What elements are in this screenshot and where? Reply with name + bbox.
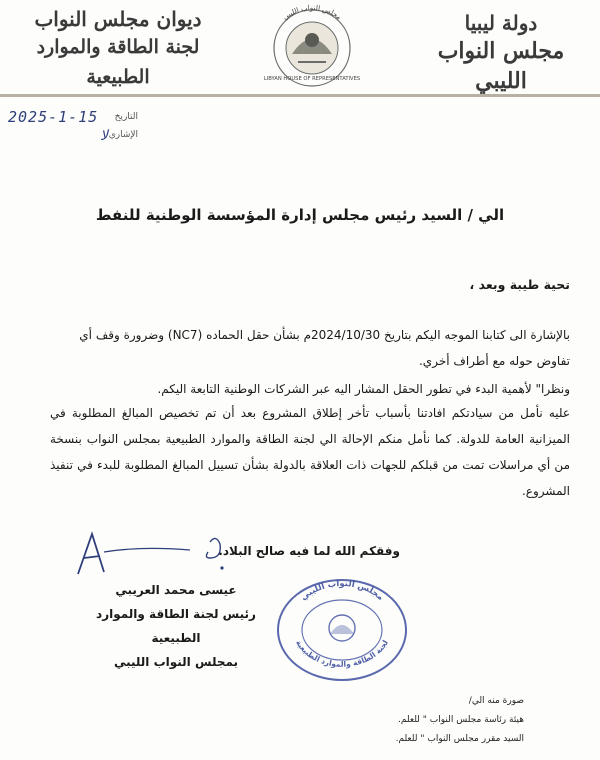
closing-line: وفقكم الله لما فيه صالح البلاد. — [218, 544, 400, 558]
date-label: التاريخ — [114, 112, 138, 122]
svg-text:مجلس النواب الليبي — [299, 579, 385, 603]
svg-text:لجنة الطاقة والموارد الطبيعية — [294, 638, 390, 668]
addressee-line: الي / السيد رئيس مجلس إدارة المؤسسة الوطنية للنفط — [95, 206, 505, 224]
date-value: 2025-1-15 — [8, 108, 99, 126]
signatory-org: بمجلس النواب الليبي — [113, 655, 239, 669]
parliament-emblem — [252, 0, 372, 88]
handwritten-signature — [70, 528, 240, 578]
letterhead-right — [416, 10, 586, 96]
state-name: دولة ليبيا — [464, 11, 538, 35]
emblem-english-text: LIBYAN HOUSE OF REPRESENTATIVES — [263, 76, 361, 82]
cc-heading: صورة منه الي/ — [468, 696, 524, 706]
stamp-top-text: مجلس النواب الليبي — [298, 578, 386, 603]
cc-item: هيئة رئاسة مجلس النواب " للعلم. — [398, 715, 524, 725]
committee-stamp — [272, 572, 412, 682]
signatory-title: رئيس لجنة الطاقة والموارد الطبيعية — [96, 607, 256, 645]
greeting: تحية طيبة وبعد ، — [469, 277, 570, 292]
cc-list — [224, 692, 524, 749]
parliament-name: مجلس النواب الليبي — [437, 38, 565, 94]
stamp-bottom-text: لجنة الطاقة والموارد الطبيعية — [293, 638, 391, 669]
date-reference-block — [8, 110, 158, 146]
paragraph-1: بالإشارة الى كتابنا الموجه اليكم بتاريخ 2024/10/30م بشأن حقل الحماده (NC7) وضرورة وقف أي تفاوض حوله مع أطراف أخري. — [79, 328, 570, 368]
office-name: ديوان مجلس النواب — [34, 7, 202, 31]
paragraph-2: ونظرا" لأهمية البدء في تطور الحقل المشار اليه عبر الشركات الوطنية التابعة اليكم. — [157, 382, 570, 396]
emblem-arabic-text: مجلس النواب الليبي — [281, 3, 343, 22]
committee-name: لجنة الطاقة والموارد الطبيعية — [36, 36, 200, 88]
svg-text:مجلس النواب الليبي — [281, 4, 343, 22]
cc-item: السيد مقرر مجلس النواب " للعلم. — [395, 734, 524, 744]
letterhead-left — [8, 6, 228, 92]
paragraph-3: عليه نأمل من سيادتكم افادتنا بأسباب تأخر إطلاق المشروع بعد أن تم تخصيص المبالغ المطلوبة في الميزانية العامة للدولة. كما نأمل منكم الإحالة الي لجنة الطاقة والموارد الطبيعية بمجلس النواب بنسخة من أي مراسلات تمت من قبلكم للجهات ذات العلاقة بالدولة بشأن تسييل المبالغ المطلوبة للبدء في تنفيذ المشروع. — [50, 406, 570, 498]
signatory-name: عيسى محمد العريبي — [115, 583, 237, 597]
reference-label: الإشاري — [108, 130, 138, 140]
signature-block — [96, 578, 256, 674]
header-divider — [0, 94, 600, 97]
reference-value: لا — [100, 128, 108, 144]
